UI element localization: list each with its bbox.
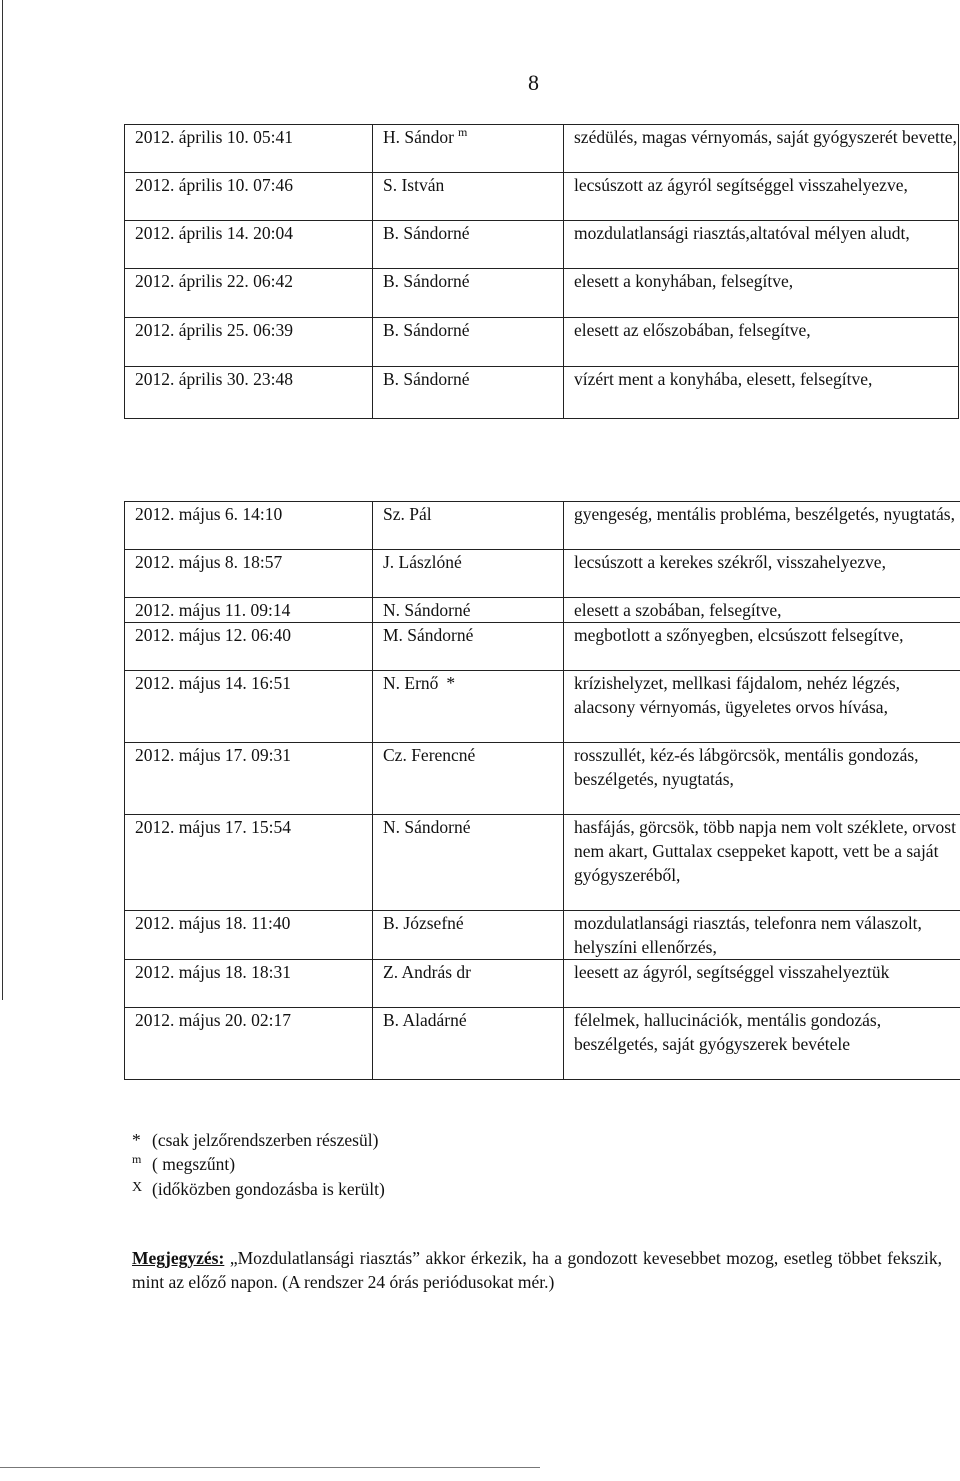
table-row xyxy=(125,671,960,743)
remark-paragraph xyxy=(132,1246,942,1294)
person-name: N. Sándorné xyxy=(383,817,471,837)
person-name: B. Józsefné xyxy=(383,913,464,933)
name-cell xyxy=(373,623,564,671)
datetime-cell: 2012. május 20. 02:17 xyxy=(125,1008,373,1080)
table-row xyxy=(125,960,960,1008)
footnote-text: ( megszűnt) xyxy=(152,1154,236,1174)
remark-text: „Mozdulatlansági riasztás” akkor érkezik, ha a gondozott kevesebbet mozog, esetleg többet fekszik, mint az előző napon. (A rendszer 24 órás periódusokat mér.) xyxy=(132,1248,943,1292)
name-cell xyxy=(373,221,564,269)
event-cell: rosszullét, kéz-és lábgörcsök, mentális gondozás, beszélgetés, nyugtatás, xyxy=(564,743,960,815)
event-cell: elesett a konyhában, felsegítve, xyxy=(564,269,959,318)
table-row xyxy=(125,743,960,815)
table-row xyxy=(125,269,959,318)
table-row xyxy=(125,550,960,598)
name-cell xyxy=(373,550,564,598)
person-name: B. Sándorné xyxy=(383,369,470,389)
datetime-cell: 2012. május 6. 14:10 xyxy=(125,502,373,550)
table-row xyxy=(125,221,959,269)
person-name: H. Sándor xyxy=(383,127,454,147)
event-cell: félelmek, hallucinációk, mentális gondozás, beszélgetés, saját gyógyszerek bevétele xyxy=(564,1008,960,1080)
bottom-rule xyxy=(0,1467,540,1468)
name-cell xyxy=(373,367,564,419)
name-cell xyxy=(373,125,564,173)
april-incident-table xyxy=(124,124,959,419)
table-row xyxy=(125,318,959,367)
person-name: B. Aladárné xyxy=(383,1010,467,1030)
event-cell: elesett a szobában, felsegítve, xyxy=(564,598,960,623)
person-name: B. Sándorné xyxy=(383,223,470,243)
name-cell xyxy=(373,318,564,367)
name-cell xyxy=(373,1008,564,1080)
table-row xyxy=(125,1008,960,1080)
event-cell: vízért ment a konyhába, elesett, felsegítve, xyxy=(564,367,959,419)
footnote-x xyxy=(132,1176,385,1201)
event-cell: leesett az ágyról, segítséggel visszahelyeztük xyxy=(564,960,960,1008)
name-cell xyxy=(373,671,564,743)
datetime-cell: 2012. május 18. 18:31 xyxy=(125,960,373,1008)
name-cell xyxy=(373,815,564,911)
datetime-cell: 2012. május 17. 15:54 xyxy=(125,815,373,911)
person-name: Sz. Pál xyxy=(383,504,432,524)
name-cell xyxy=(373,502,564,550)
datetime-cell: 2012. április 10. 07:46 xyxy=(125,173,373,221)
person-name: B. Sándorné xyxy=(383,320,470,340)
table-row xyxy=(125,815,960,911)
name-cell xyxy=(373,960,564,1008)
footnote-m xyxy=(132,1152,385,1176)
event-cell: mozdulatlansági riasztás,altatóval mélyen aludt, xyxy=(564,221,959,269)
left-margin-rule xyxy=(2,0,3,1000)
name-cell xyxy=(373,911,564,960)
table-row xyxy=(125,911,960,960)
footnote-marker: m xyxy=(457,125,468,140)
footnote-symbol: * xyxy=(132,1130,141,1150)
footnote-symbol: m xyxy=(132,1152,142,1167)
table-row xyxy=(125,125,959,173)
person-name: S. István xyxy=(383,175,445,195)
datetime-cell: 2012. április 10. 05:41 xyxy=(125,125,373,173)
table-row xyxy=(125,598,960,623)
event-cell: lecsúszott az ágyról segítséggel visszahelyezve, xyxy=(564,173,959,221)
person-name: B. Sándorné xyxy=(383,271,470,291)
table-row xyxy=(125,502,960,550)
datetime-cell: 2012. május 18. 11:40 xyxy=(125,911,373,960)
datetime-cell: 2012. május 17. 09:31 xyxy=(125,743,373,815)
footnote-asterisk xyxy=(132,1128,385,1152)
datetime-cell: 2012. május 11. 09:14 xyxy=(125,598,373,623)
name-cell xyxy=(373,269,564,318)
event-cell: krízishelyzet, mellkasi fájdalom, nehéz légzés, alacsony vérnyomás, ügyeletes orvos hívása, xyxy=(564,671,960,743)
datetime-cell: 2012. április 22. 06:42 xyxy=(125,269,373,318)
event-cell: megbotlott a szőnyegben, elcsúszott felsegítve, xyxy=(564,623,960,671)
event-cell: hasfájás, görcsök, több napja nem volt széklete, orvost nem akart, Guttalax cseppeket kapott, vett be a saját gyógyszeréből, xyxy=(564,815,960,911)
datetime-cell: 2012. május 12. 06:40 xyxy=(125,623,373,671)
person-name: N. Sándorné xyxy=(383,600,471,620)
person-name: J. Lászlóné xyxy=(383,552,462,572)
name-cell xyxy=(373,173,564,221)
name-cell xyxy=(373,598,564,623)
person-name: Z. András dr xyxy=(383,962,471,982)
event-cell: szédülés, magas vérnyomás, saját gyógyszerét bevette, xyxy=(564,125,959,173)
datetime-cell: 2012. május 14. 16:51 xyxy=(125,671,373,743)
datetime-cell: 2012. május 8. 18:57 xyxy=(125,550,373,598)
may-incident-table xyxy=(124,501,960,1080)
footnote-text: (időközben gondozásba is került) xyxy=(152,1179,385,1199)
name-cell xyxy=(373,743,564,815)
table-row xyxy=(125,173,959,221)
event-cell: mozdulatlansági riasztás, telefonra nem válaszolt, helyszíni ellenőrzés, xyxy=(564,911,960,960)
event-cell: lecsúszott a kerekes székről, visszahelyezve, xyxy=(564,550,960,598)
footnote-text: (csak jelzőrendszerben részesül) xyxy=(152,1130,379,1150)
person-name: M. Sándorné xyxy=(383,625,474,645)
event-cell: gyengeség, mentális probléma, beszélgetés, nyugtatás, xyxy=(564,502,960,550)
table-row xyxy=(125,367,959,419)
footnotes xyxy=(132,1128,385,1201)
page-number: 8 xyxy=(528,70,539,95)
datetime-cell: 2012. április 14. 20:04 xyxy=(125,221,373,269)
person-name: N. Ernő xyxy=(383,673,439,693)
person-name: Cz. Ferencné xyxy=(383,745,476,765)
remark-label: Megjegyzés: xyxy=(132,1248,225,1268)
footnote-marker: * xyxy=(446,673,456,693)
datetime-cell: 2012. április 30. 23:48 xyxy=(125,367,373,419)
datetime-cell: 2012. április 25. 06:39 xyxy=(125,318,373,367)
footnote-symbol: X xyxy=(132,1180,143,1195)
event-cell: elesett az előszobában, felsegítve, xyxy=(564,318,959,367)
table-row xyxy=(125,623,960,671)
